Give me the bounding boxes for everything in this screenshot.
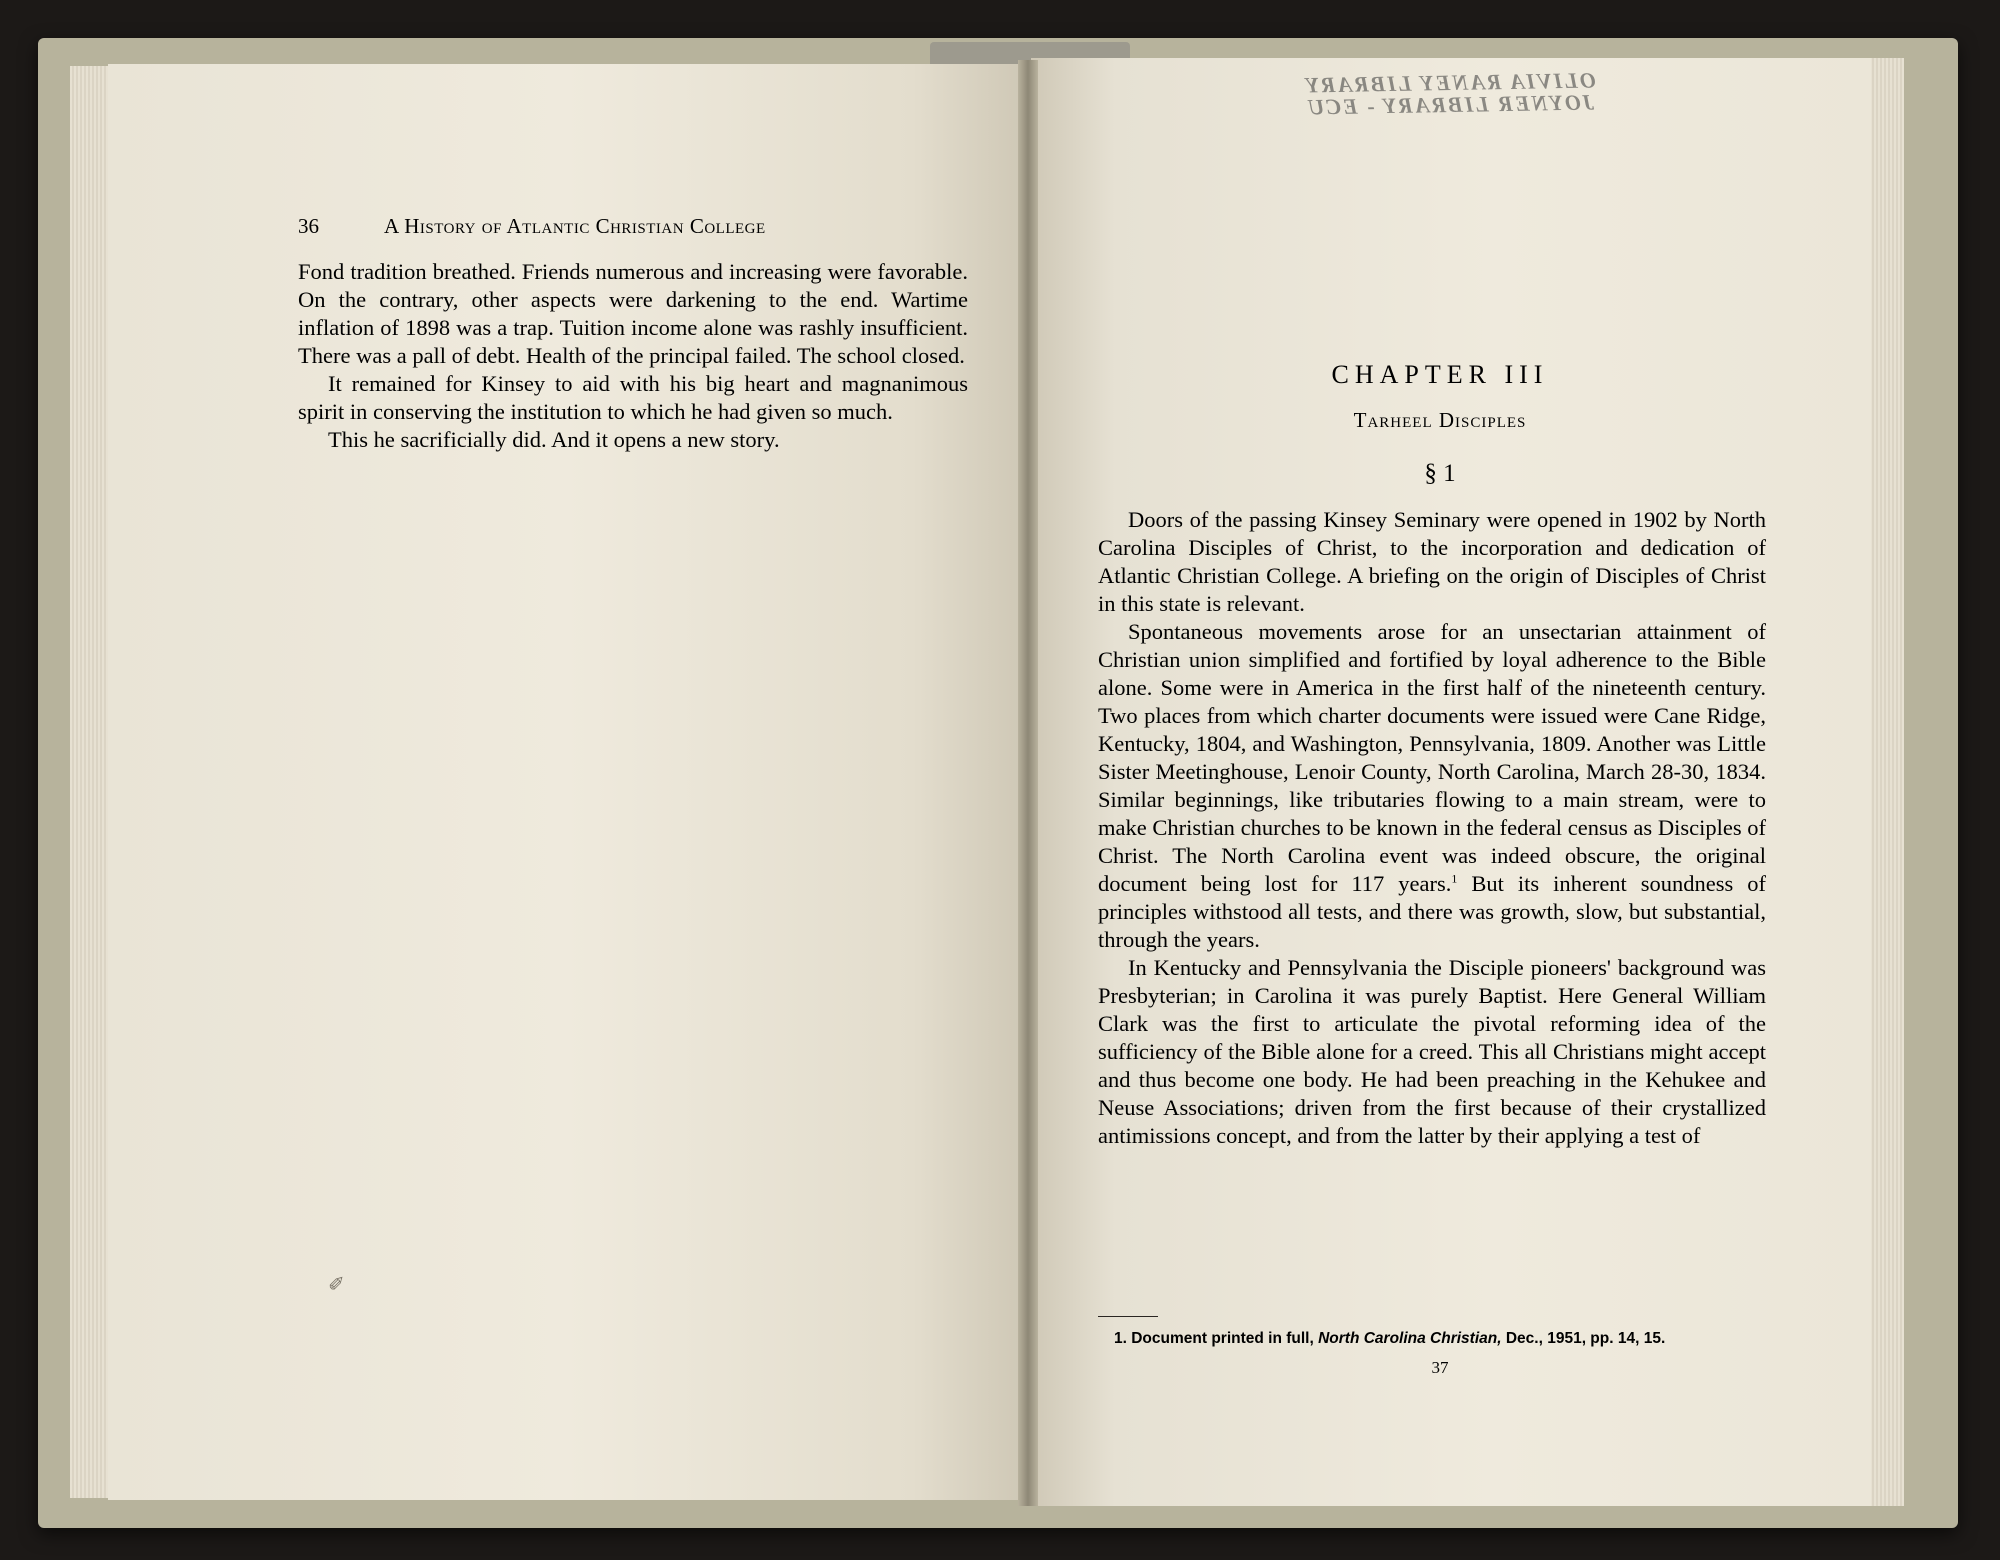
- footnote-publication: North Carolina Christian,: [1318, 1330, 1502, 1347]
- right-paragraph-2-continuation: But its inherent soundness of principles withstood all tests, and there was growth, slow, but substantial, through the years.: [1098, 871, 1767, 952]
- left-page-body: [298, 258, 968, 454]
- left-running-head: [298, 214, 988, 239]
- section-mark: § 1: [1424, 460, 1456, 487]
- book-gutter: [1018, 60, 1038, 1506]
- chapter-title: Tarheel Disciples: [1353, 408, 1527, 432]
- left-page-edges: [70, 66, 110, 1498]
- library-stamp-showthrough: [1250, 69, 1651, 122]
- left-page-number: 36: [298, 214, 319, 238]
- left-paragraph-2: It remained for Kinsey to aid with his big heart and magnanimous spirit in conserving the institution to which he had given so much.: [298, 371, 968, 424]
- library-stamp-line-2: JOYNER LIBRARY - ECU: [1306, 89, 1595, 120]
- footnote-prefix: 1. Document printed in full,: [1114, 1330, 1314, 1347]
- left-paragraph-3: This he sacrificially did. And it opens a new story.: [328, 427, 780, 452]
- left-paragraph-1: Fond tradition breathed. Friends numerous and increasing were favorable. On the contrary, other aspects were darkening to the end. Wartime inflation of 1898 was a trap. Tuition income alone was rashly insufficient. There was a pall of debt. Health of the principal failed. The school closed.: [298, 259, 968, 368]
- footnote-suffix: Dec., 1951, pp. 14, 15.: [1505, 1330, 1666, 1347]
- right-page-number: 37: [1431, 1358, 1449, 1377]
- right-page-body: [1098, 506, 1766, 1150]
- right-paragraph-3: In Kentucky and Pennsylvania the Disciple pioneers' background was Presbyterian; in Carolina it was purely Baptist. Here General William Clark was the first to articulate the pivotal reforming idea of the sufficiency of the Bible alone for a creed. This all Christians might accept and thus become one body. He had been preaching in the Kehukee and Neuse Associations; driven from the first because of their crystallized antimissions concept, and from the latter by their applying a test of: [1098, 955, 1766, 1148]
- chapter-heading: CHAPTER III: [1331, 360, 1549, 389]
- footnote-rule: [1098, 1316, 1158, 1317]
- right-paragraph-1: Doors of the passing Kinsey Seminary were opened in 1902 by North Carolina Disciples of Christ, to the incorporation and dedication of Atlantic Christian College. A briefing on the origin of Disciples of Christ in this state is relevant.: [1098, 507, 1766, 616]
- right-page-edges: [1870, 58, 1904, 1506]
- footnote-marker: 1: [1451, 871, 1458, 886]
- library-stamp-line-1: OLIVIA RANEY LIBRARY: [1303, 67, 1596, 98]
- right-paragraph-2-text: Spontaneous movements arose for an unsectarian attainment of Christian union simplified and fortified by loyal adherence to the Bible alone. Some were in America in the first half of the nineteenth century. Two places from which charter documents were issued were Cane Ridge, Kentucky, 1804, and Washington, Pennsylvania, 1809. Another was Little Sister Meetinghouse, Lenoir County, North Carolina, March 28-30, 1834. Similar beginnings, like tributaries flowing to a main stream, were to make Christian churches to be known in the federal census as Disciples of Christ. The North Carolina event was indeed obscure, the original document being lost for 117 years.: [1098, 619, 1766, 896]
- footnote: [1114, 1330, 1774, 1348]
- left-running-title: A History of Atlantic Christian College: [384, 214, 766, 238]
- pencil-mark: ✐: [328, 1274, 345, 1296]
- right-paragraph-2: [1098, 618, 1766, 954]
